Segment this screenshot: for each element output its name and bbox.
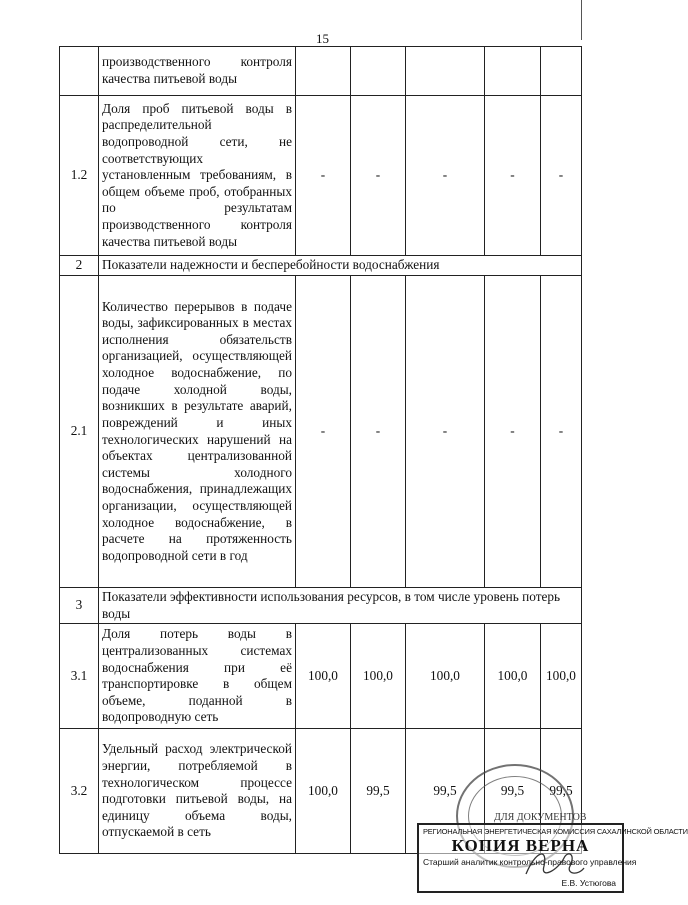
stamp-organization: РЕГИОНАЛЬНАЯ ЭНЕРГЕТИЧЕСКАЯ КОМИССИЯ САХАЛИНСКОЙ ОБЛАСТИ	[423, 827, 688, 836]
margin-line	[581, 0, 582, 40]
value-cell	[541, 47, 582, 96]
row-description: Удельный расход электрической энергии, потребляемой в технологическом процессе подготовки питьевой воды, на единицу объема воды, отпускаемой в сеть	[99, 729, 296, 854]
page-number: 15	[316, 31, 329, 46]
value-cell	[296, 47, 351, 96]
table-row	[60, 624, 582, 729]
row-number: 3.1	[60, 624, 99, 729]
value-cell: 100,0	[541, 624, 582, 729]
value-cell: -	[485, 276, 541, 588]
section-row	[60, 256, 582, 276]
value-cell	[406, 47, 485, 96]
section-title: Показатели надежности и бесперебойности водоснабжения	[99, 256, 582, 276]
row-description: Количество перерывов в подаче воды, зафиксированных в местах исполнения обязательств организацией, осуществляющей холодное водоснабжение, по подаче холодной воды, возникших в результате аварий, повреждений и иных технологических нарушений на объектах централизованной системы холодного водоснабжения, принадлежащих организации, осуществляющей холодное водоснабжение, в расчете на протяженность водопроводной сети в год	[99, 276, 296, 588]
section-row	[60, 588, 582, 624]
value-cell: -	[351, 276, 406, 588]
row-description: Доля проб питьевой воды в распределительной водопроводной сети, не соответствующих установленным требованиям, в общем объеме проб, отобранных по результатам производственного контроля качества питьевой воды	[99, 96, 296, 256]
section-number: 2	[60, 256, 99, 276]
value-cell: -	[485, 96, 541, 256]
value-cell	[351, 47, 406, 96]
stamp-for-documents: ДЛЯ ДОКУМЕНТОВ	[494, 812, 587, 823]
row-number: 1.2	[60, 96, 99, 256]
value-cell: -	[351, 96, 406, 256]
value-cell: 100,0	[351, 624, 406, 729]
value-cell: 99,5	[485, 729, 541, 854]
table-row	[60, 96, 582, 256]
value-cell: 99,5	[406, 729, 485, 854]
indicators-table	[59, 46, 582, 854]
value-cell: -	[541, 96, 582, 256]
value-cell: 99,5	[351, 729, 406, 854]
row-number: 2.1	[60, 276, 99, 588]
row-description: Доля потерь воды в централизованных системах водоснабжения при её транспортировке в общем объеме, поданной в водопроводную сеть	[99, 624, 296, 729]
table-row	[60, 276, 582, 588]
row-description: производственного контроля качества питьевой воды	[99, 47, 296, 96]
value-cell: -	[296, 276, 351, 588]
stamp-position: Старший аналитик контрольно-правового управления	[423, 857, 637, 867]
value-cell: 100,0	[485, 624, 541, 729]
value-cell: 100,0	[296, 624, 351, 729]
value-cell: 100,0	[296, 729, 351, 854]
value-cell: -	[541, 276, 582, 588]
stamp-title: КОПИЯ ВЕРНА	[451, 836, 590, 855]
value-cell: -	[296, 96, 351, 256]
row-number	[60, 47, 99, 96]
section-title: Показатели эффективности использования ресурсов, в том числе уровень потерь воды	[99, 588, 582, 624]
handwritten-signature	[518, 840, 588, 886]
value-cell	[485, 47, 541, 96]
row-number: 3.2	[60, 729, 99, 854]
section-number: 3	[60, 588, 99, 624]
table-row	[60, 47, 582, 96]
value-cell: -	[406, 96, 485, 256]
stamp-signer-name: Е.В. Устюгова	[561, 878, 616, 888]
value-cell: 99,5	[541, 729, 582, 854]
value-cell: -	[406, 276, 485, 588]
value-cell: 100,0	[406, 624, 485, 729]
